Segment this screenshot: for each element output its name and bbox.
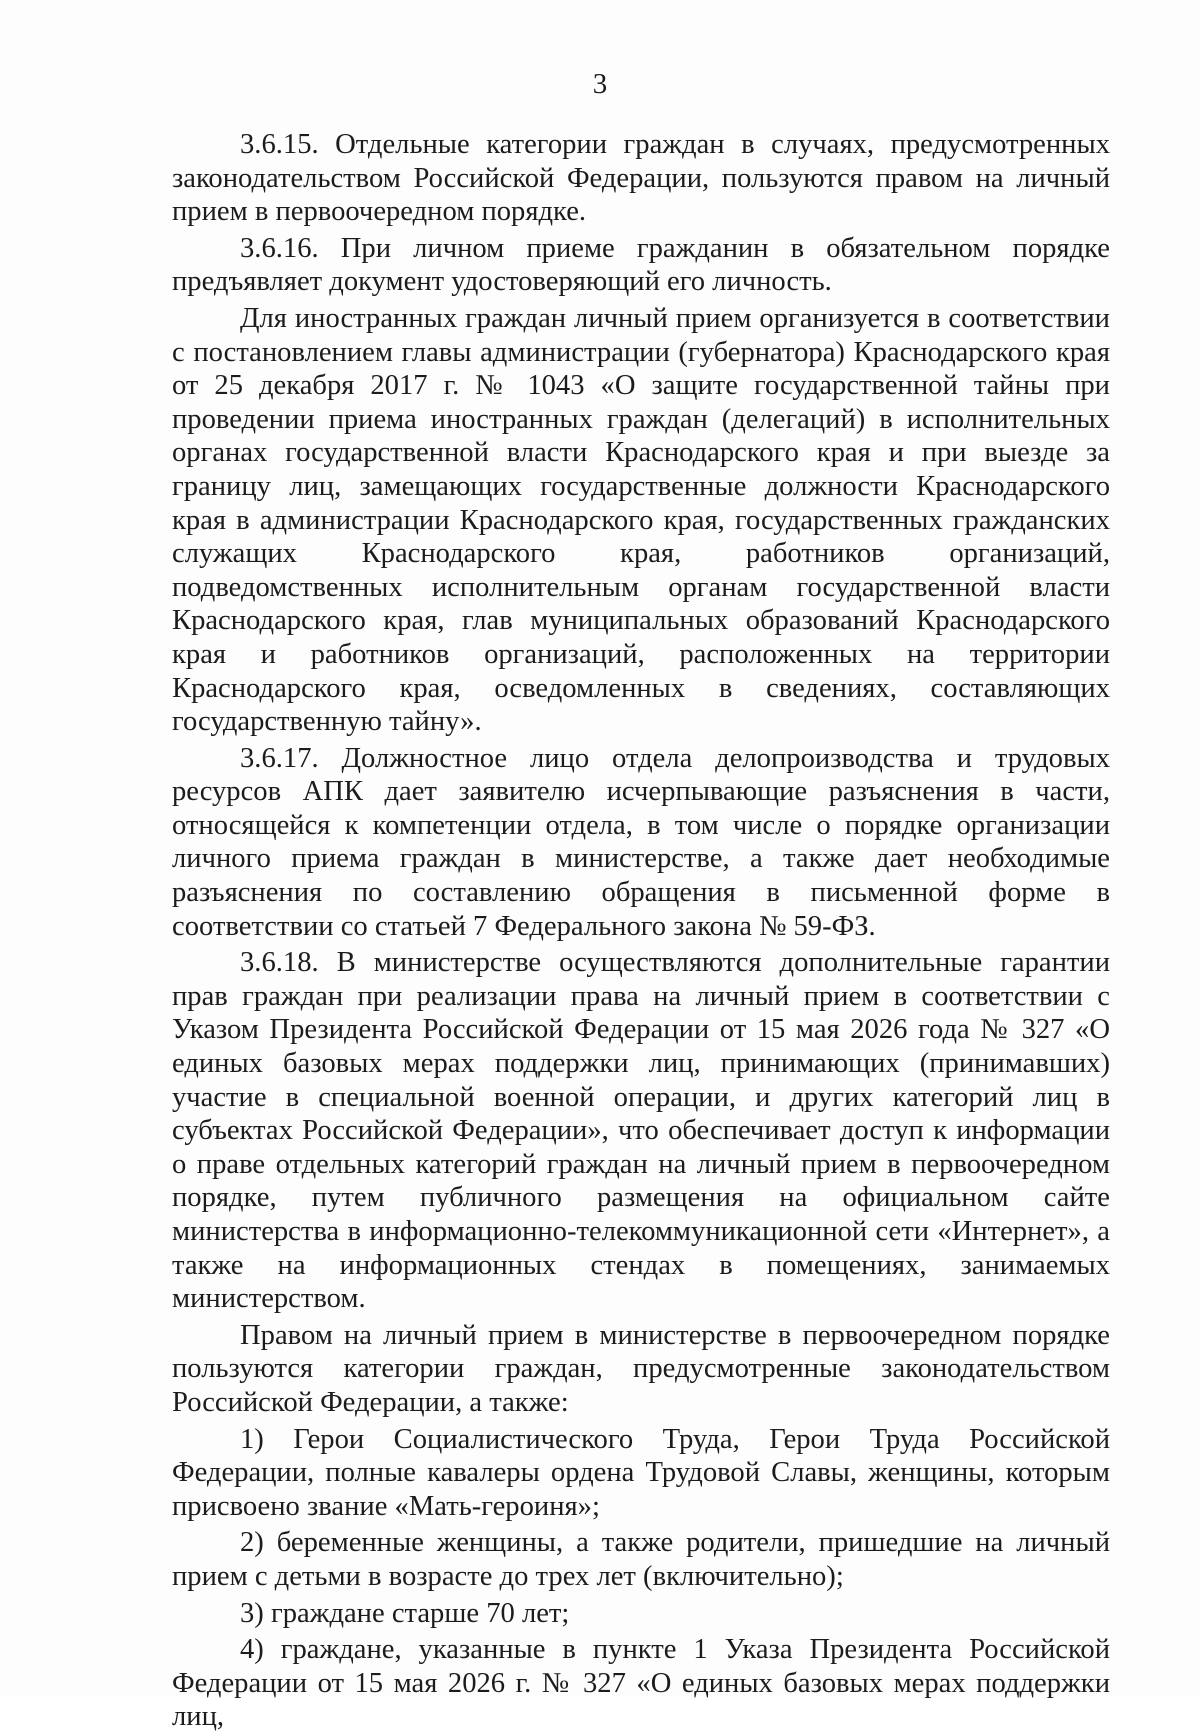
paragraph-3-6-15: 3.6.15. Отдельные категории граждан в случаях, предусмотренных законодательством Российской Федерации, пользуются правом на личный прием в первоочередном порядке. [172, 129, 1110, 228]
paragraph-3-6-18: 3.6.18. В министерстве осуществляются дополнительные гарантии прав граждан при реализации права на личный прием в соответствии с Указом Президента Российской Федерации от 15 мая 2026 года № 327 «О единых базовых мерах поддержки лиц, принимающих (принимавших) участие в специальной военной операции, и других категорий лиц в субъектах Российской Федерации», что обеспечивает доступ к информации о праве отдельных категорий граждан на личный прием в первоочередном порядке, путем публичного размещения на официальном сайте министерства в информационно-телекоммуникационной сети «Интернет», а также на информационных стендах в помещениях, занимаемых министерством. [172, 947, 1110, 1315]
paragraph-foreign-citizens: Для иностранных граждан личный прием организуется в соответствии с постановлением главы администрации (губернатора) Краснодарского края от 25 декабря 2017 г. № 1043 «О защите государственной тайны при проведении приема иностранных граждан (делегаций) в исполнительных органах государственной власти Краснодарского края и при выезде за границу лиц, замещающих государственные должности Краснодарского края в администрации Краснодарского края, государственных гражданских служащих Краснодарского края, работников организаций, подведомственных исполнительным органам государственной власти Краснодарского края, глав муниципальных образований Краснодарского края и работников организаций, расположенных на территории Краснодарского края, осведомленных в сведениях, составляющих государственную тайну». [172, 302, 1110, 738]
paragraph-priority-right: Правом на личный прием в министерстве в первоочередном порядке пользуются категории граждан, предусмотренные законодательством Российской Федерации, а также: [172, 1319, 1110, 1418]
paragraph-3-6-16: 3.6.16. При личном приеме гражданин в обязательном порядке предъявляет документ удостоверяющий его личность. [172, 232, 1110, 298]
page-number: 3 [592, 68, 608, 100]
list-item-4: 4) граждане, указанные в пункте 1 Указа Президента Российской Федерации от 15 мая 2026 г. № 327 «О единых базовых мерах поддержки лиц, [172, 1634, 1110, 1733]
list-item-2: 2) беременные женщины, а также родители, пришедшие на личный прием с детьми в возрасте до трех лет (включительно); [172, 1527, 1110, 1592]
list-item-3: 3) граждане старше 70 лет; [240, 1597, 570, 1629]
document-body [172, 128, 1110, 1734]
list-item-1: 1) Герои Социалистического Труда, Герои Труда Российской Федерации, полные кавалеры ордена Трудовой Славы, женщины, которым присвоено звание «Мать-героиня»; [172, 1423, 1110, 1522]
paragraph-3-6-17: 3.6.17. Должностное лицо отдела делопроизводства и трудовых ресурсов АПК дает заявителю исчерпывающие разъяснения в части, относящейся к компетенции отдела, в том числе о порядке организации личного приема граждан в министерстве, а также дает необходимые разъяснения по составлению обращения в письменной форме в соответствии со статьей 7 Федерального закона № 59-ФЗ. [172, 742, 1110, 942]
